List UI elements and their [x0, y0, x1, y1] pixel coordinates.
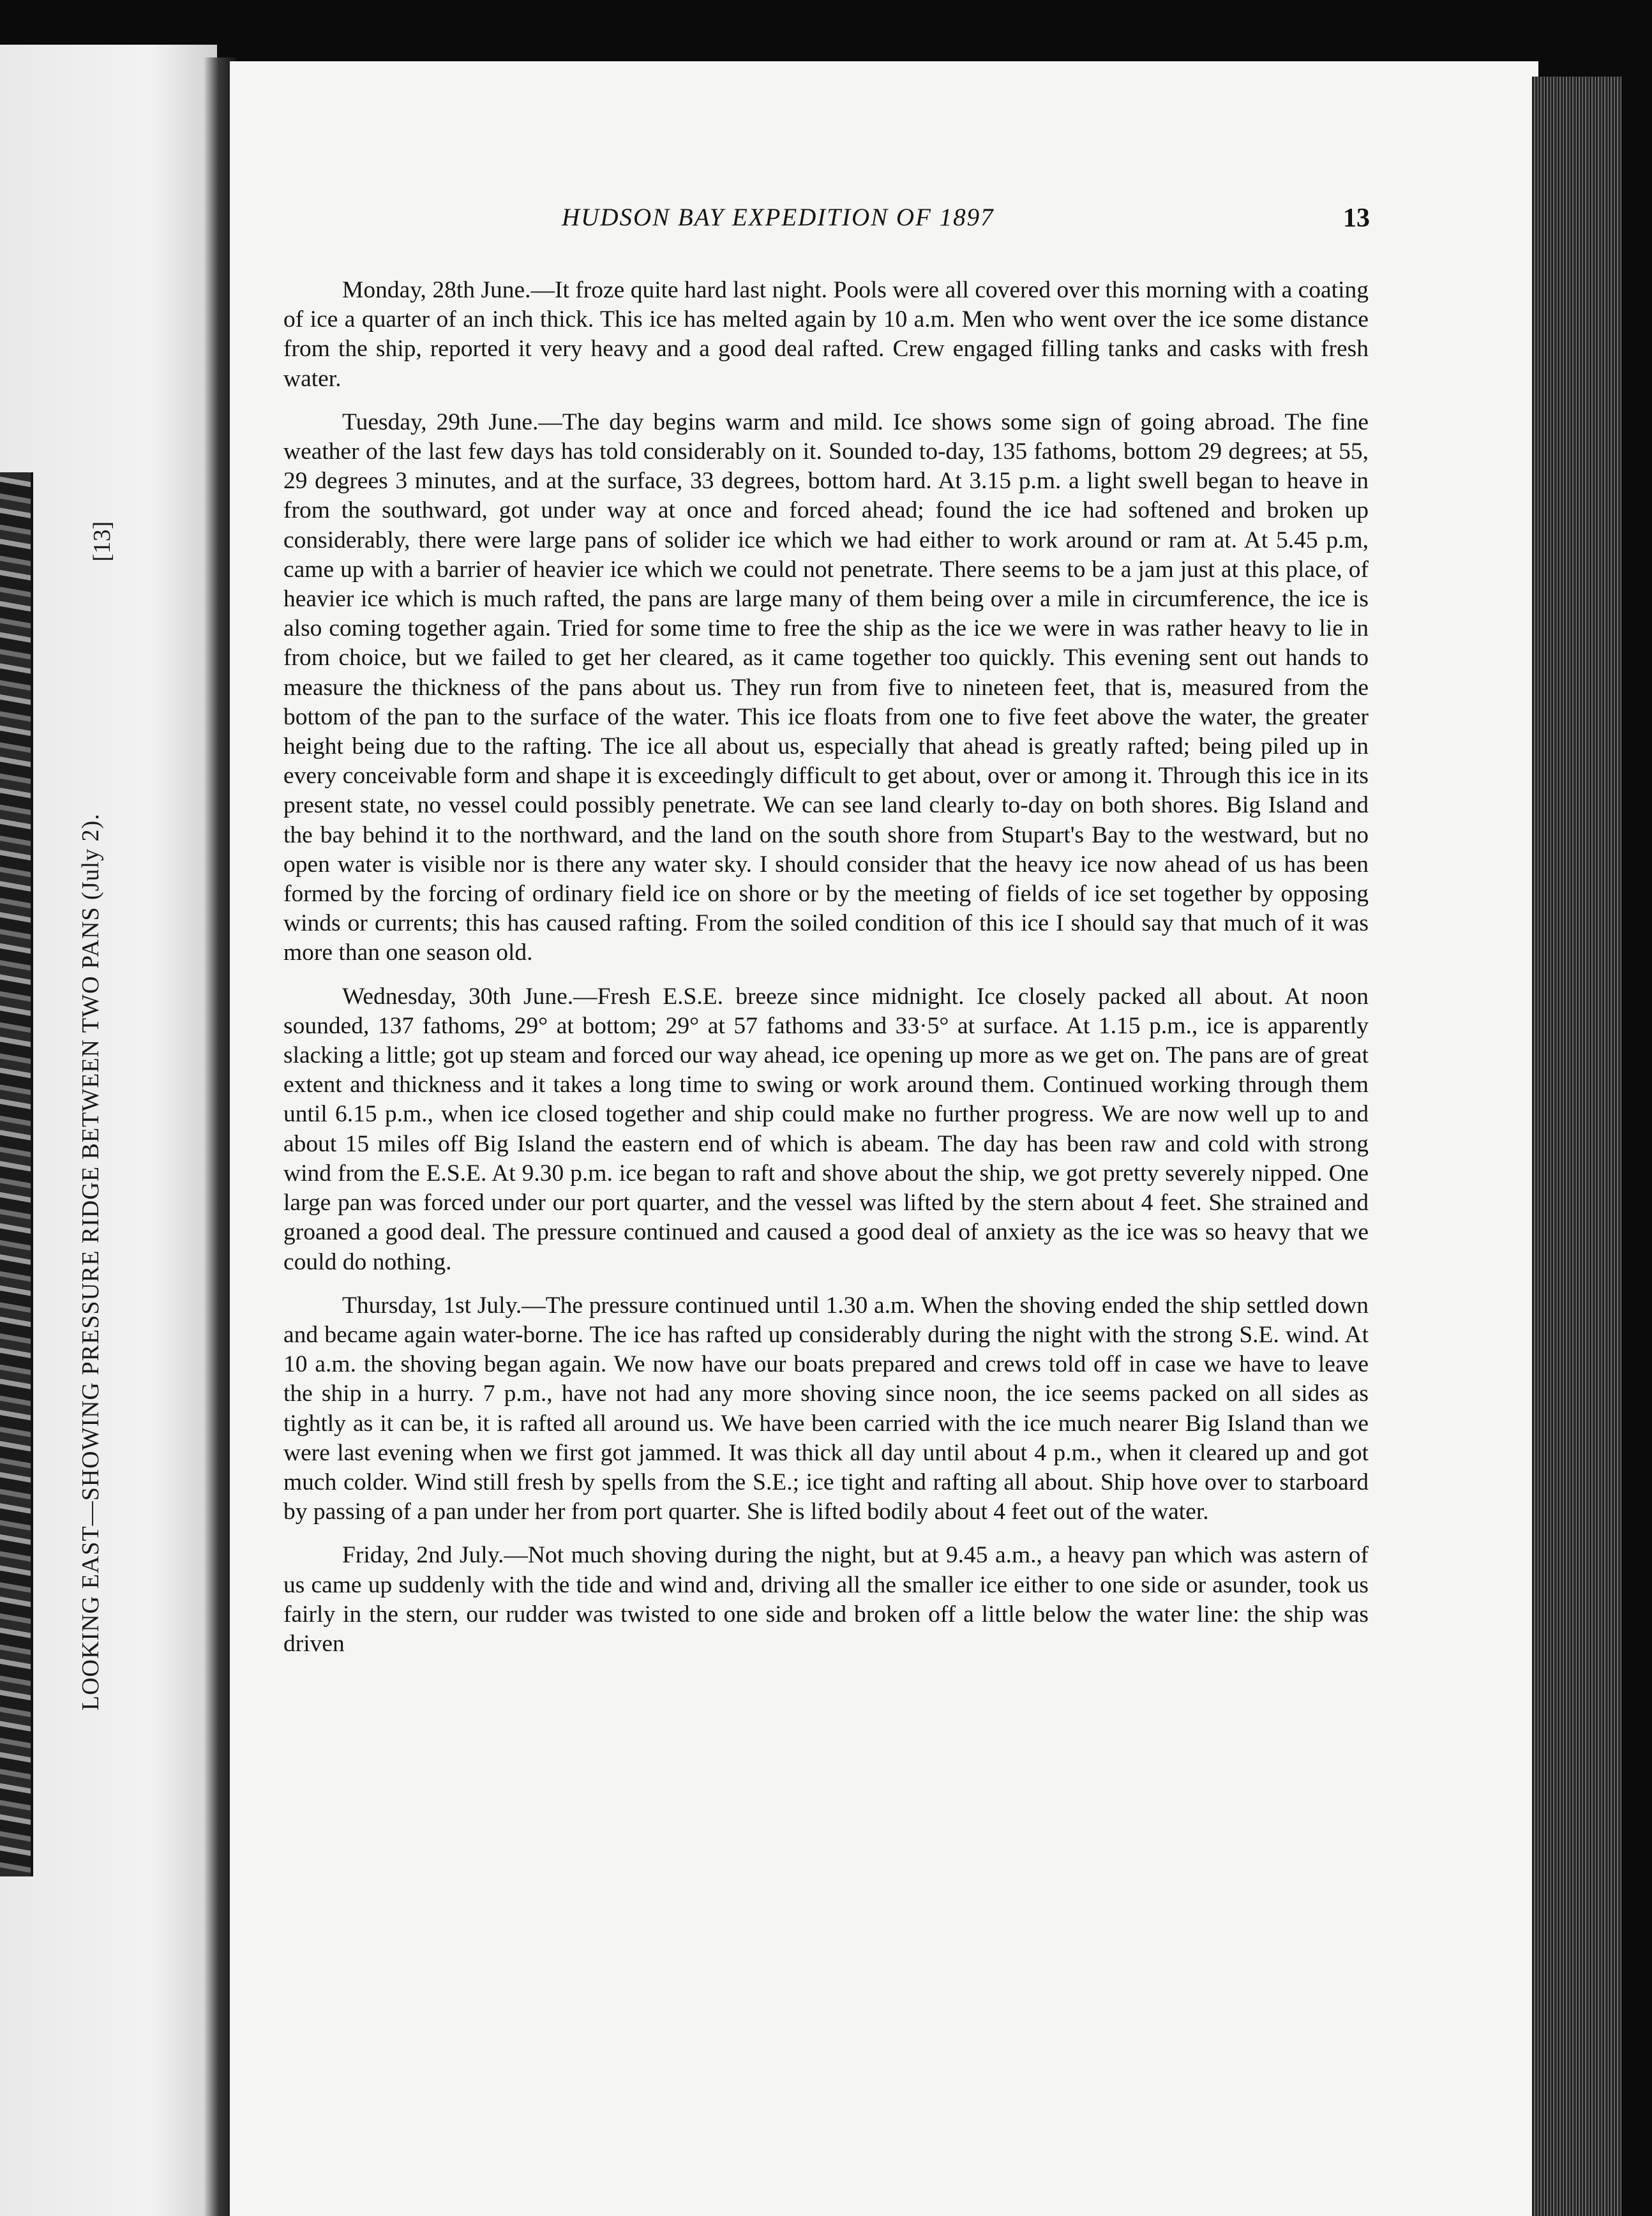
plate-page-number: [13] [89, 521, 116, 562]
body-text [283, 276, 1369, 1673]
paragraph-june-28: Monday, 28th June.—It froze quite hard last night. Pools were all covered over this morning with a coating of ice a quarter of an inch thick. This ice has melted again by 10 a.m. Men who went over the ice some distance from the ship, reported it very heavy and a good deal rafted. Crew engaged filling tanks and casks with fresh water. [283, 277, 1369, 392]
plate-caption: LOOKING EAST—SHOWING PRESSURE RIDGE BETWEEN TWO PANS (July 2). [77, 813, 104, 1711]
paragraph-july-1: Thursday, 1st July.—The pressure continued until 1.30 a.m. When the shoving ended the ship settled down and became again water-borne. The ice has rafted up considerably during the night with the strong S.E. wind. At 10 a.m. the shoving began again. We now have our boats prepared and crews told off in case we have to leave the ship in a hurry. 7 p.m., have not had any more shoving since noon, the ice seems packed on all sides as tightly as it can be, it is rafted all around us. We have been carried with the ice much nearer Big Island than we were last evening when we first got jammed. It was thick all day until about 4 p.m., when it cleared up and got much colder. Wind still fresh by spells from the S.E.; ice tight and rafting all about. Ship hove over to starboard by passing of a pan under her from port quarter. She is lifted bodily about 4 feet out of the water. [283, 1292, 1369, 1525]
running-head: HUDSON BAY EXPEDITION OF 1897 [562, 204, 995, 231]
paragraph-june-29: Tuesday, 29th June.—The day begins warm and mild. Ice shows some sign of going abroad. The fine weather of the last few days has told considerably on it. Sounded to-day, 135 fathoms, bottom 29 degrees; at 55, 29 degrees 3 minutes, and at the surface, 33 degrees, bottom hard. At 3.15 p.m. a light swell began to heave in from the southward, got under way at once and forced ahead; found the ice had softened and broken up considerably, there were large pans of solider ice which we had either to work around or ram at. At 5.45 p.m, came up with a barrier of heavier ice which we could not penetrate. There seems to be a jam just at this place, of heavier ice which is much rafted, the pans are large many of them being over a mile in circumference, the ice is also coming together again. Tried for some time to free the ship as the ice we were in was rather heavy to lie in from choice, but we failed to get her cleared, as it came together too quickly. This evening sent out hands to measure the thickness of the pans about us. They run from five to nineteen feet, that is, measured from the bottom of the pan to the surface of the water. This ice floats from one to five feet above the water, the greater height being due to the rafting. The ice all about us, especially that ahead is greatly rafted; being piled up in every conceivable form and shape it is exceedingly difficult to get about, over or among it. Through this ice in its present state, no vessel could possibly penetrate. We can see land clearly to-day on both shores. Big Island and the bay behind it to the northward, and the land on the south shore from Stupart's Bay to the westward, but no open water is visible nor is there any water sky. I should consider that the heavy ice now ahead of us has been formed by the forcing of ordinary field ice on shore or by the meeting of fields of ice set together by opposing winds or currents; this has caused rafting. From the soiled condition of this ice I should say that much of it was more than one season old. [283, 408, 1369, 966]
page-edges [1532, 77, 1621, 2216]
photo-plate-edge [0, 472, 33, 1876]
page-number: 13 [1343, 204, 1370, 233]
paragraph-july-2: Friday, 2nd July.—Not much shoving during the night, but at 9.45 a.m., a heavy pan which was astern of us came up suddenly with the tide and wind and, driving all the smaller ice either to one side or asunder, took us fairly in the stern, our rudder was twisted to one side and broken off a little below the water line: the ship was driven [283, 1542, 1369, 1657]
paragraph-june-30: Wednesday, 30th June.—Fresh E.S.E. breeze since midnight. Ice closely packed all about. At noon sounded, 137 fathoms, 29° at bottom; 29° at 57 fathoms and 33·5° at surface. At 1.15 p.m., ice is apparently slacking a little; got up steam and forced our way ahead, ice opening up more as we get on. The pans are of great extent and thickness and it takes a long time to swing or work around them. Continued working through them until 6.15 p.m., when ice closed together and ship could make no further progress. We are now well up to and about 15 miles off Big Island the eastern end of which is abeam. The day has been raw and cold with strong wind from the E.S.E. At 9.30 p.m. ice began to raft and shove about the ship, we got pretty severely nipped. One large pan was forced under our port quarter, and the vessel was lifted by the stern about 4 feet. She strained and groaned a good deal. The pressure continued and caused a good deal of anxiety as the ice was so heavy that we could do nothing. [283, 983, 1369, 1275]
